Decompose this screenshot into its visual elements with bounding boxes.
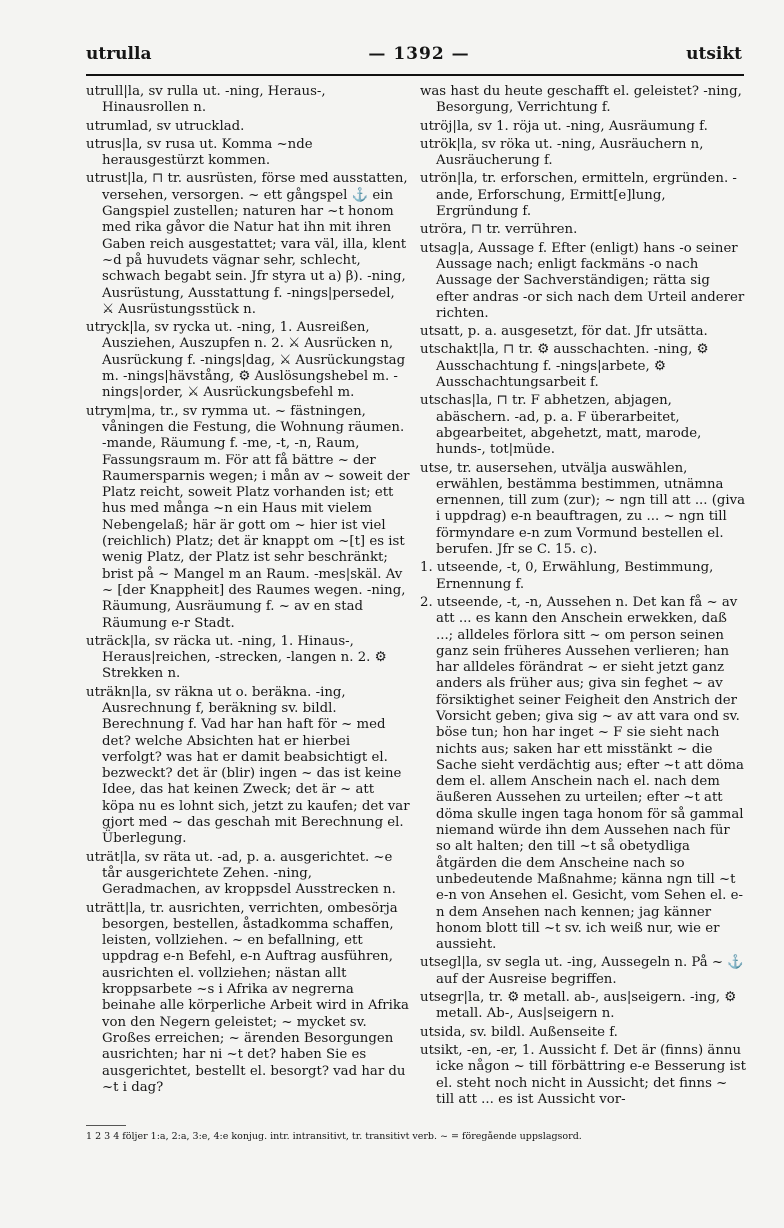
dictionary-entry: utrust|la, ⊓ tr. ausrüsten, förse med ausstatten, versehen, versorgen. ~ ett gångspel ⚓ ein Gangspiel zustellen; naturen har ~t honom med rika gåvor die Natur hat ihn mit ihren Gaben reich ausgestattet; vara väl, illa, klent ~d på huvudets vägnar sehr, schlecht, schwach begabt sein. Jfr styra ut a) β). -ning, Ausrüstung, Ausstattung f. -nings|persedel, ⚔ Ausrüstungsstück n. [86,171,408,317]
dictionary-entry: utrull|la, sv rulla ut. -ning, Heraus-, Hinausrollen n. [86,84,326,116]
dictionary-entry: utsikt, -en, -er, 1. Aussicht f. Det är (finns) ännu icke någon ~ till förbättring e-e Besserung ist el. steht noch nicht in Aussicht; det finns ~ till att ... es ist Aussicht vor- [420,1042,746,1107]
dictionary-entry: utsegl|la, sv segla ut. -ing, Aussegeln n. På ~ ⚓ auf der Ausreise begriffen. [420,955,744,987]
dictionary-entry: utryck|la, sv rycka ut. -ning, 1. Ausreißen, Ausziehen, Auszupfen n. 2. ⚔ Ausrücken n, Ausrückung f. -nings|dag, ⚔ Ausrückungstag m. -nings|hävstång, ⚙ Auslösungshebel m. -nings|order, ⚔ Ausrückungsbefehl m. [86,320,406,401]
dictionary-entry: 2. utseende, -t, -n, Aussehen n. Det kan få ~ av att ... es kann den Anschein erwekken, daß ...; alldeles förlora sitt ~ om person seinen ganz sein früheres Aussehen verlieren; han har alldeles förändrat ~ er sieht jetzt ganz anders als früher aus; giva sin feghet ~ av försiktighet seiner Feigheit den Anstrich der Vorsicht geben; giva sig ~ av att vara ond sv. böse tun; hon har inget ~ F sie sieht nach nichts aus; saken har ett misstänkt ~ die Sache sieht verdächtig aus; efter ~t att döma dem el. allem Anschein nach el. nach dem äußeren Aussehen zu urteilen; efter ~t att döma skulle ingen taga honom för så gammal niemand würde ihn dem Aussehen nach für so alt halten; den till ~t så obetydliga åtgärden die dem Anscheine nach so unbedeutende Maßnahme; känna ngn till ~t e-n von Ansehen el. Gesicht, vom Sehen el. e-n dem Ansehen nach kennen; jag känner honom blott till ~t sv. ich weiß nur, wie er aussieht. [420,594,744,953]
dictionary-entry: 1. utseende, -t, 0, Erwählung, Bestimmung, Ernennung f. [420,560,714,592]
header-rule [86,74,744,76]
dictionary-entry: was hast du heute geschafft el. geleistet? -ning, Besorgung, Verrichtung f. [420,84,742,116]
left-column [86,84,410,1228]
dictionary-entry: utrumlad, sv utrucklad. [86,118,245,134]
footnote-separator [86,1125,126,1126]
dictionary-entry: utrus|la, sv rusa ut. Komma ~nde herausgestürzt kommen. [86,136,313,169]
dictionary-entry: utschakt|la, ⊓ tr. ⚙ ausschachten. -ning, ⚙ Ausschachtung f. -nings|arbete, ⚙ Ausschachtungsarbeit f. [420,342,709,391]
dictionary-entry: utrön|la, tr. erforschen, ermitteln, ergründen. -ande, Erforschung, Ermitt[e]lung, Ergründung f. [420,171,737,220]
dictionary-entry: utsatt, p. a. ausgesetzt, för dat. Jfr utsätta. [420,324,708,340]
dictionary-entry: utschas|la, ⊓ tr. F abhetzen, abjagen, abäschern. -ad, p. a. F überarbeitet, abgearbeitet, abgehetzt, matt, marode, hunds-, tot|müde. [420,393,702,458]
dictionary-entry: uträt|la, sv räta ut. -ad, p. a. ausgerichtet. ~e tår ausgerichtete Zehen. -ning, Geradmachen, av kroppsdel Ausstrecken n. [86,849,396,898]
dictionary-entry: utsida, sv. bildl. Außenseite f. [420,1024,618,1040]
dictionary-entry: uträkn|la, sv räkna ut o. beräkna. -ing, Ausrechnung f, beräkning sv. bildl. Berechnung f. Vad har han haft för ~ med det? welche Absichten hat er hierbei verfolgt? was hat er damit beabsichtigt el. bezweckt? det är (blir) ingen ~ das ist keine Idee, das hat keinen Zweck; det är ~ att köpa nu es lohnt sich, jetzt zu kaufen; det var gjort med ~ das geschah mit Berechnung el. Überlegung. [86,684,410,847]
dictionary-entry: utsegr|la, tr. ⚙ metall. ab-, aus|seigern. -ing, ⚙ metall. Ab-, Aus|seigern n. [420,990,737,1022]
dictionary-entry: utrym|ma, tr., sv rymma ut. ~ fästningen, våningen die Festung, die Wohnung räumen. -mande, Räumung f. -me, -t, -n, Raum, Fassungsraum m. För att få bättre ~ der Raumersparnis wegen; i mån av ~ soweit der Platz reicht, soweit Platz vorhanden ist; ett hus med många ~n ein Haus mit vielem Nebengelaß; här är gott om ~ hier ist viel (reichlich) Platz; det är knappt om ~[t] es ist wenig Platz, der Platz ist sehr beschränkt; brist på ~ Mangel m an Raum. -mes|skäl. Av ~ [der Knappheit] des Raumes wegen. -ning, Räumung, Ausräumung f. ~ av en stad Räumung e-r Stadt. [86,403,410,631]
right-column [420,84,746,1228]
abbreviation-footnote: 1 2 3 4 följer 1:a, 2:a, 3:e, 4:e konjug. intr. intransitivt, tr. transitivt verb. ~ = föregående uppslagsord. [86,1131,582,1142]
dictionary-entry: utsag|a, Aussage f. Efter (enligt) hans -o seiner Aussage nach; enligt fackmäns -o nach Aussage der Sachverständigen; rätta sig efter andras -or sich nach dem Urteil anderer richten. [420,240,745,321]
dictionary-entry: utröra, ⊓ tr. verrühren. [420,222,578,238]
dictionary-entry: uträck|la, sv räcka ut. -ning, 1. Hinaus-, Heraus|reichen, -strecken, -langen n. 2. ⚙ Strekken n. [86,633,387,682]
left-guide-word: utrulla [86,44,152,64]
dictionary-entry: utse, tr. ausersehen, utvälja auswählen, erwählen, bestämma bestimmen, utnämna ernennen, till zum (zur); ~ ngn till att ... (giva i uppdrag) e-n beauftragen, zu ... ~ ngn till förmyndare e-n zum Vormund bestellen el. berufen. Jfr se C. 15. c). [420,460,746,558]
dictionary-entry: utröj|la, sv 1. röja ut. -ning, Ausräumung f. [420,118,708,134]
page-number: — 1392 — [368,44,470,64]
dictionary-entry: uträtt|la, tr. ausrichten, verrichten, ombesörja besorgen, bestellen, åstadkomma schaffen, leisten, vollziehen. ~ en befallning, ett uppdrag e-n Befehl, e-n Auftrag ausführen, ausrichten el. vollziehen; nästan allt kroppsarbete ~s i Afrika av negrerna beinahe alle körperliche Arbeit wird in Afrika von den Negern geleistet; ~ mycket sv. Großes erreichen; ~ ärenden Besorgungen ausrichten; har ni ~t det? haben Sie es ausgerichtet, bestellt el. besorgt? vad har du ~t i dag? [86,900,409,1095]
right-guide-word: utsikt [686,44,742,64]
dictionary-entry: utrök|la, sv röka ut. -ning, Ausräuchern n, Ausräucherung f. [420,136,704,169]
